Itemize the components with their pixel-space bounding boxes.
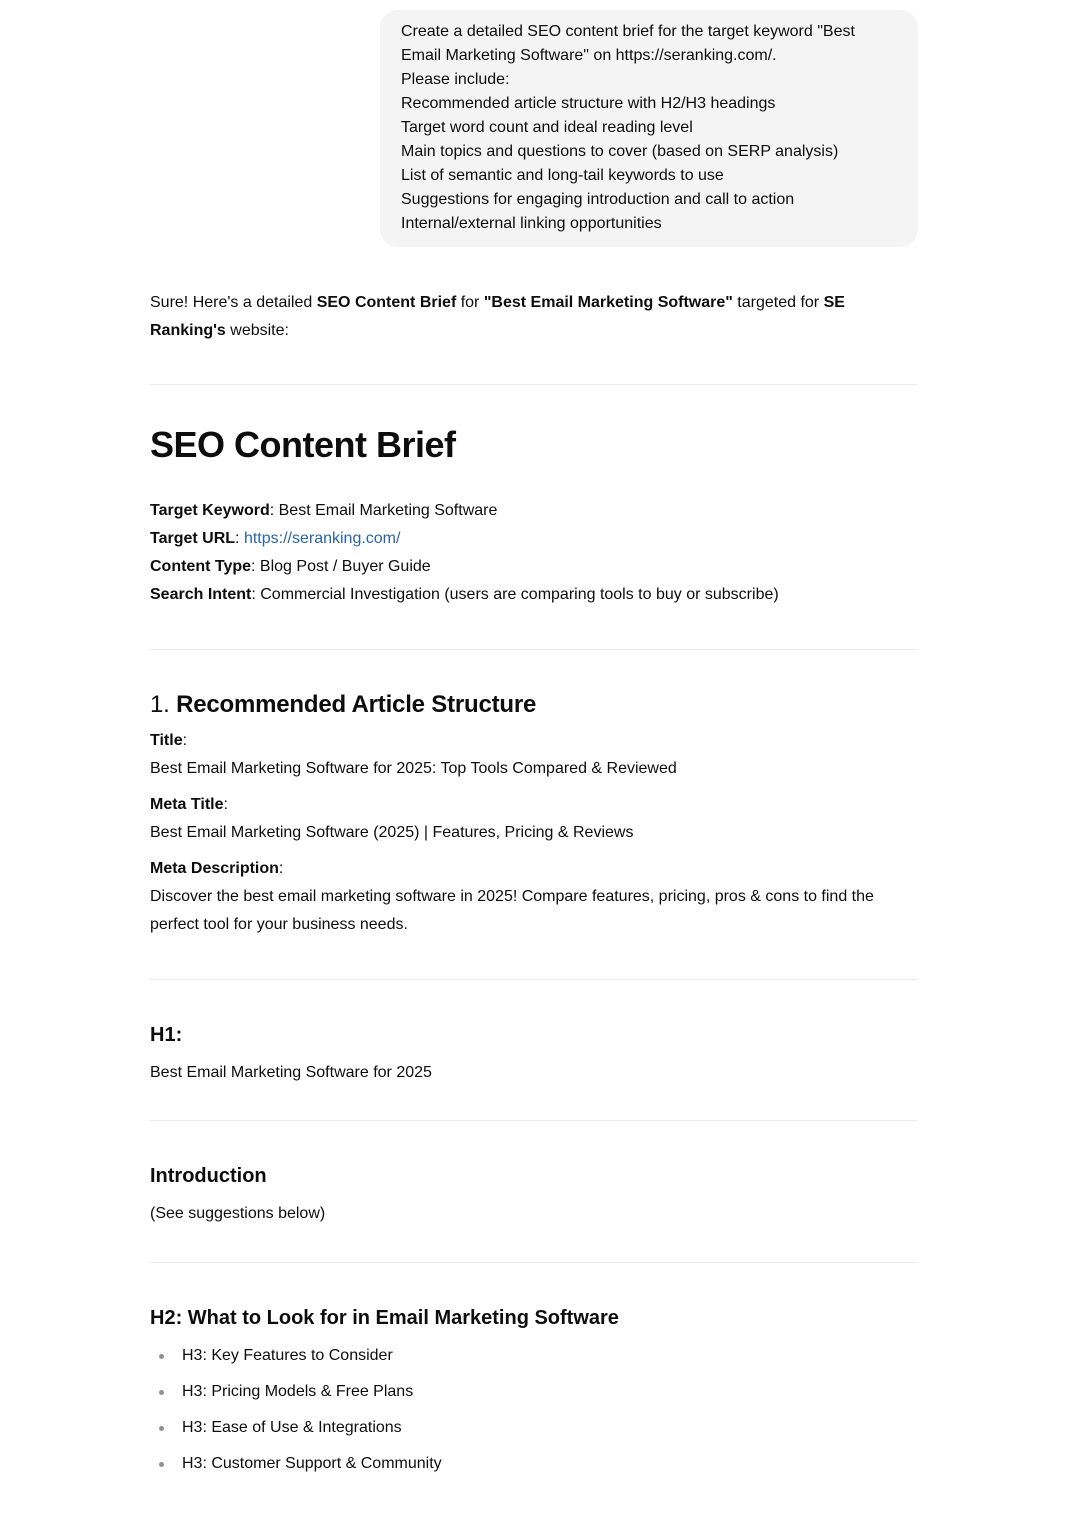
user-message-line: Main topics and questions to cover (based on SERP analysis)	[401, 143, 839, 160]
list-item-text: H3: Ease of Use & Integrations	[182, 1419, 402, 1436]
divider	[150, 1120, 918, 1121]
meta-title-value: Best Email Marketing Software (2025) | Features, Pricing & Reviews	[150, 824, 634, 841]
list-item	[150, 1450, 918, 1478]
meta-value: : Commercial Investigation (users are comparing tools to buy or subscribe)	[251, 586, 779, 603]
introduction-heading: Introduction	[150, 1165, 267, 1187]
title-label-line: Title:	[150, 732, 188, 749]
intro-text: for	[456, 294, 484, 311]
h3-list	[150, 1342, 918, 1478]
bullet-icon	[159, 1354, 164, 1359]
list-item	[150, 1342, 918, 1370]
meta-description-value: Discover the best email marketing software in 2025! Compare features, pricing, pros & cons to find the perfect tool for your business needs.	[150, 888, 874, 933]
meta-label: Target URL	[150, 530, 236, 547]
h1-section-heading: H1:	[150, 1024, 183, 1046]
meta-value: : Best Email Marketing Software	[269, 502, 498, 519]
intro-bold-site: SE Ranking's	[150, 294, 845, 339]
user-message-line: Create a detailed SEO content brief for the target keyword "Best	[401, 23, 855, 40]
target-url-link[interactable]: https://seranking.com/	[243, 530, 401, 547]
bullet-icon	[159, 1462, 164, 1467]
user-message-line: Target word count and ideal reading level	[401, 119, 693, 136]
meta-target-keyword	[150, 497, 918, 525]
intro-text: targeted for	[732, 294, 824, 311]
field-label: Title	[150, 732, 183, 749]
intro-text: website:	[225, 322, 289, 339]
title-value: Best Email Marketing Software for 2025: Top Tools Compared & Reviewed	[150, 760, 677, 777]
divider	[150, 979, 918, 980]
brief-title: SEO Content Brief	[150, 424, 456, 465]
intro-text: Sure! Here's a detailed	[150, 294, 317, 311]
divider	[150, 649, 918, 650]
divider	[150, 384, 918, 385]
meta-title-label-line: Meta Title:	[150, 796, 228, 813]
meta-label: Search Intent	[150, 586, 252, 603]
assistant-reply	[150, 289, 918, 1486]
meta-search-intent	[150, 581, 918, 609]
reply-intro	[150, 289, 918, 345]
meta-label: Content Type	[150, 558, 252, 575]
user-message-line: Email Marketing Software" on https://seranking.com/.	[401, 47, 777, 64]
user-message-line: Please include:	[401, 71, 510, 88]
field-label: Meta Description	[150, 860, 279, 877]
meta-sep: :	[235, 530, 244, 547]
meta-content-type	[150, 553, 918, 581]
meta-label: Target Keyword	[150, 502, 270, 519]
meta-description-label-line: Meta Description:	[150, 860, 284, 877]
section-heading-text: Recommended Article Structure	[176, 691, 537, 718]
bullet-icon	[159, 1426, 164, 1431]
user-message-line: Internal/external linking opportunities	[401, 215, 662, 232]
list-item	[150, 1414, 918, 1442]
user-message-line: Recommended article structure with H2/H3 headings	[401, 95, 776, 112]
meta-value: : Blog Post / Buyer Guide	[251, 558, 431, 575]
field-label: Meta Title	[150, 796, 224, 813]
user-message-bubble	[380, 10, 918, 247]
divider	[150, 1262, 918, 1263]
meta-target-url	[150, 525, 918, 553]
bullet-icon	[159, 1390, 164, 1395]
section-number: 1.	[150, 691, 177, 718]
introduction-value: (See suggestions below)	[150, 1205, 326, 1222]
h2-section-heading: H2: What to Look for in Email Marketing Software	[150, 1307, 619, 1329]
intro-bold-keyword: "Best Email Marketing Software"	[483, 294, 733, 311]
user-message-line: Suggestions for engaging introduction and call to action	[401, 191, 795, 208]
list-item-text: H3: Key Features to Consider	[182, 1347, 393, 1364]
list-item-text: H3: Pricing Models & Free Plans	[182, 1383, 414, 1400]
list-item-text: H3: Customer Support & Community	[182, 1455, 442, 1472]
section-1-heading	[150, 689, 918, 721]
section-1-body	[150, 727, 918, 939]
intro-bold-brief: SEO Content Brief	[316, 294, 457, 311]
h1-section-value: Best Email Marketing Software for 2025	[150, 1064, 432, 1081]
list-item	[150, 1378, 918, 1406]
user-message-line: List of semantic and long-tail keywords to use	[401, 167, 724, 184]
brief-meta	[150, 497, 918, 609]
